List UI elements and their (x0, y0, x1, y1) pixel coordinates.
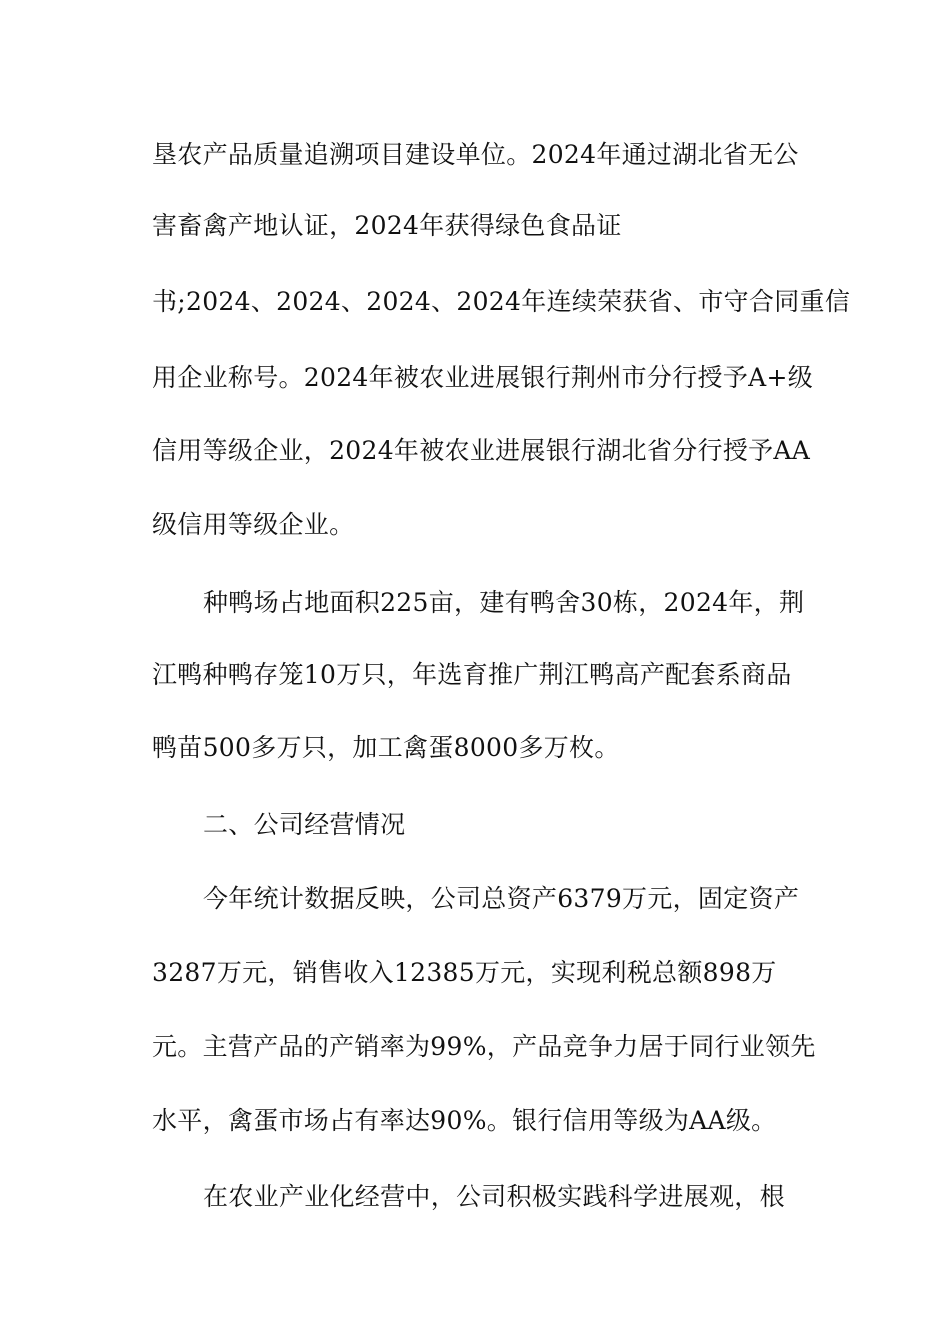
paragraph-line: 3287万元，销售收入12385万元，实现利税总额898万 (152, 958, 777, 987)
section-heading: 二、公司经营情况 (203, 810, 406, 839)
paragraph-line: 用企业称号。2024年被农业进展银行荆州市分行授予A+级 (152, 363, 814, 392)
paragraph-line: 鸭苗500多万只，加工禽蛋8000多万枚。 (152, 733, 620, 762)
paragraph-line: 在农业产业化经营中，公司积极实践科学进展观，根 (203, 1182, 785, 1211)
paragraph-line: 种鸭场占地面积225亩，建有鸭舍30栋，2024年，荆 (203, 588, 805, 617)
paragraph-line: 垦农产品质量追溯项目建设单位。2024年通过湖北省无公 (152, 140, 799, 169)
paragraph-line: 信用等级企业，2024年被农业进展银行湖北省分行授予AA (152, 436, 811, 465)
paragraph-line: 今年统计数据反映，公司总资产6379万元，固定资产 (203, 884, 800, 913)
paragraph-line: 元。主营产品的产销率为99%，产品竞争力居于同行业领先 (152, 1032, 816, 1061)
paragraph-line: 水平，禽蛋市场占有率达90%。银行信用等级为AA级。 (152, 1106, 777, 1135)
paragraph-line: 江鸭种鸭存笼10万只，年选育推广荆江鸭高产配套系商品 (152, 660, 792, 689)
paragraph-line: 级信用等级企业。 (152, 510, 355, 539)
paragraph-line: 书;2024、2024、2024、2024年连续荣获省、市守合同重信 (152, 287, 851, 316)
paragraph-line: 害畜禽产地认证，2024年获得绿色食品证 (152, 211, 622, 240)
